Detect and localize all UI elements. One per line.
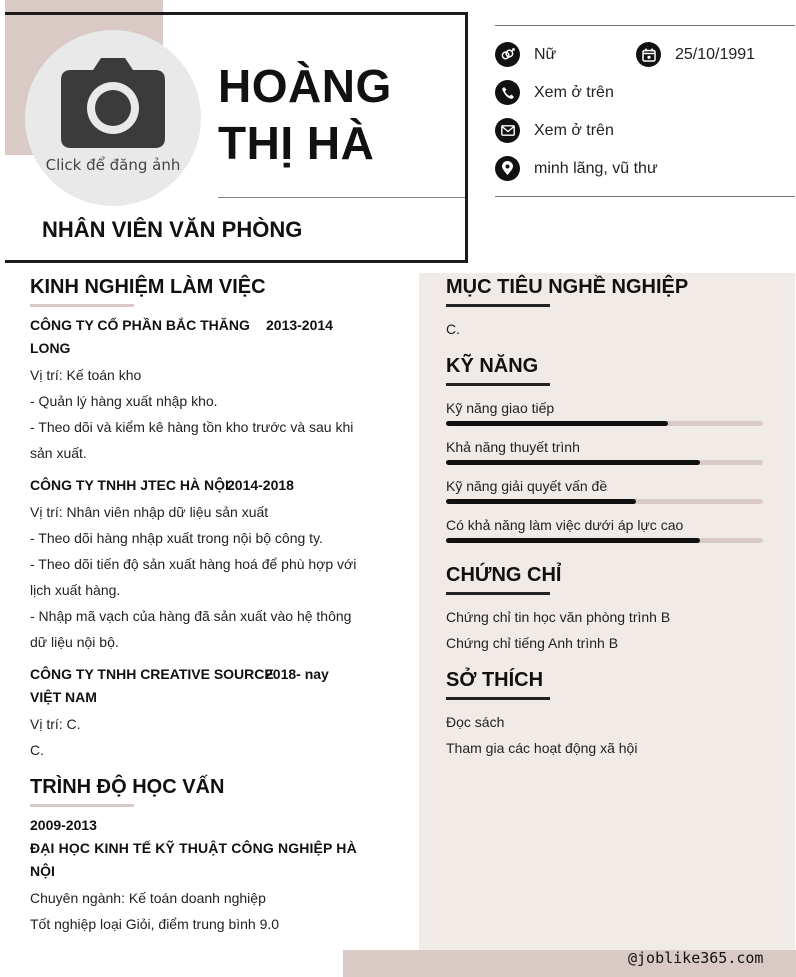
contact-gender (495, 42, 556, 67)
gender-value: Nữ (534, 45, 557, 63)
objective-text: C. (446, 321, 460, 337)
school-line1: ĐẠI HỌC KINH TẾ KỸ THUẬT CÔNG NGHIỆP HÀ (30, 840, 357, 856)
hobbies-rule (446, 697, 550, 700)
job-1-company-line1: CÔNG TY CỔ PHẦN BẮC THĂNG (30, 317, 250, 333)
skill-label: Có khả năng làm việc dưới áp lực cao (446, 517, 684, 533)
skill-label: Kỹ năng giải quyết vấn đề (446, 478, 608, 494)
skill-bar (446, 538, 763, 543)
education-grade: Tốt nghiệp loại Giỏi, điểm trung bình 9.0 (30, 916, 280, 932)
experience-rule (30, 304, 134, 307)
skill-bar-fill (446, 421, 668, 426)
phone-icon (495, 80, 520, 105)
contact-divider-bottom (495, 196, 795, 197)
hobby-item: Tham gia các hoạt động xã hội (446, 740, 638, 756)
job-3-details (30, 711, 81, 763)
calendar-icon (636, 42, 661, 67)
skill-bar (446, 499, 763, 504)
camera-icon (59, 56, 167, 150)
job-3-period: 2018- nay (265, 666, 329, 682)
gender-icon (495, 42, 520, 67)
contact-email (495, 118, 614, 143)
avatar-upload[interactable] (25, 30, 201, 206)
job-title: NHÂN VIÊN VĂN PHÒNG (42, 217, 303, 242)
education-school (30, 837, 357, 883)
certificates-heading: CHỨNG CHỈ (446, 564, 562, 586)
job-2-company: CÔNG TY TNHH JTEC HÀ NỘI (30, 477, 229, 493)
skill-bar-fill (446, 538, 700, 543)
school-line2: NỘI (30, 863, 55, 879)
certificates-list (446, 604, 670, 656)
contact-phone (495, 80, 614, 105)
job-2-line: - Theo dõi hàng nhập xuất trong nội bộ công ty. (30, 530, 323, 546)
education-heading: TRÌNH ĐỘ HỌC VẤN (30, 776, 225, 798)
avatar-label: Click để đăng ảnh (45, 156, 181, 174)
contact-address (495, 156, 658, 181)
job-3-company-line1: CÔNG TY TNHH CREATIVE SOURCE (30, 666, 274, 682)
skill-bar-fill (446, 499, 636, 504)
job-1-line: Vị trí: Kế toán kho (30, 367, 142, 383)
job-3-company-line2: VIỆT NAM (30, 689, 97, 705)
skills-rule (446, 383, 550, 386)
skill-label: Kỹ năng giao tiếp (446, 400, 555, 416)
mail-icon (495, 118, 520, 143)
full-name (218, 58, 392, 172)
job-2-line: Vị trí: Nhân viên nhập dữ liệu sản xuất (30, 504, 269, 520)
skill-bar (446, 421, 763, 426)
skill-bar-fill (446, 460, 700, 465)
job-2-period: 2014-2018 (227, 477, 294, 493)
job-1-line: sản xuất. (30, 445, 87, 461)
job-1-company (30, 314, 250, 360)
education-major: Chuyên ngành: Kế toán doanh nghiệp (30, 890, 266, 906)
job-1-details (30, 362, 353, 466)
education-details (30, 885, 279, 937)
job-3-company (30, 663, 274, 709)
skill-bar (446, 460, 763, 465)
education-period: 2009-2013 (30, 817, 97, 833)
job-1-company-line2: LONG (30, 340, 71, 356)
contact-divider-top (495, 25, 795, 26)
watermark: @joblike365.com (628, 949, 764, 967)
hobbies-heading: SỞ THÍCH (446, 669, 544, 691)
job-2-line: lịch xuất hàng. (30, 582, 121, 598)
email-value: Xem ở trên (534, 121, 614, 139)
objective-rule (446, 304, 550, 307)
name-line-1: HOÀNG (218, 60, 392, 112)
skills-heading: KỸ NĂNG (446, 355, 539, 377)
job-2-line: dữ liệu nội bộ. (30, 634, 119, 650)
certificates-rule (446, 592, 550, 595)
hobbies-list (446, 709, 637, 761)
job-1-line: - Quản lý hàng xuất nhập kho. (30, 393, 218, 409)
job-2-line: - Nhập mã vạch của hàng đã sản xuất vào hệ thông (30, 608, 352, 624)
name-divider (218, 197, 465, 198)
job-1-line: - Theo dõi và kiểm kê hàng tồn kho trước và sau khi (30, 419, 354, 435)
certificate-item: Chứng chỉ tiếng Anh trình B (446, 635, 619, 651)
job-3-line: C. (30, 742, 44, 758)
birthday-value: 25/10/1991 (675, 45, 756, 63)
objective-heading: MỤC TIÊU NGHỀ NGHIỆP (446, 276, 689, 298)
address-value: minh lãng, vũ thư (534, 159, 658, 177)
certificate-item: Chứng chỉ tin học văn phòng trình B (446, 609, 671, 625)
job-2-details (30, 499, 356, 655)
location-icon (495, 156, 520, 181)
job-3-line: Vị trí: C. (30, 716, 81, 732)
contact-birthday (636, 42, 755, 67)
phone-value: Xem ở trên (534, 83, 614, 101)
education-rule (30, 804, 134, 807)
name-line-2: THỊ HÀ (218, 117, 375, 169)
job-2-line: - Theo dõi tiến độ sản xuất hàng hoá để phù hợp với (30, 556, 357, 572)
skill-label: Khả năng thuyết trình (446, 439, 580, 455)
experience-heading: KINH NGHIỆM LÀM VIỆC (30, 276, 266, 298)
job-1-period: 2013-2014 (266, 317, 333, 333)
hobby-item: Đọc sách (446, 714, 505, 730)
